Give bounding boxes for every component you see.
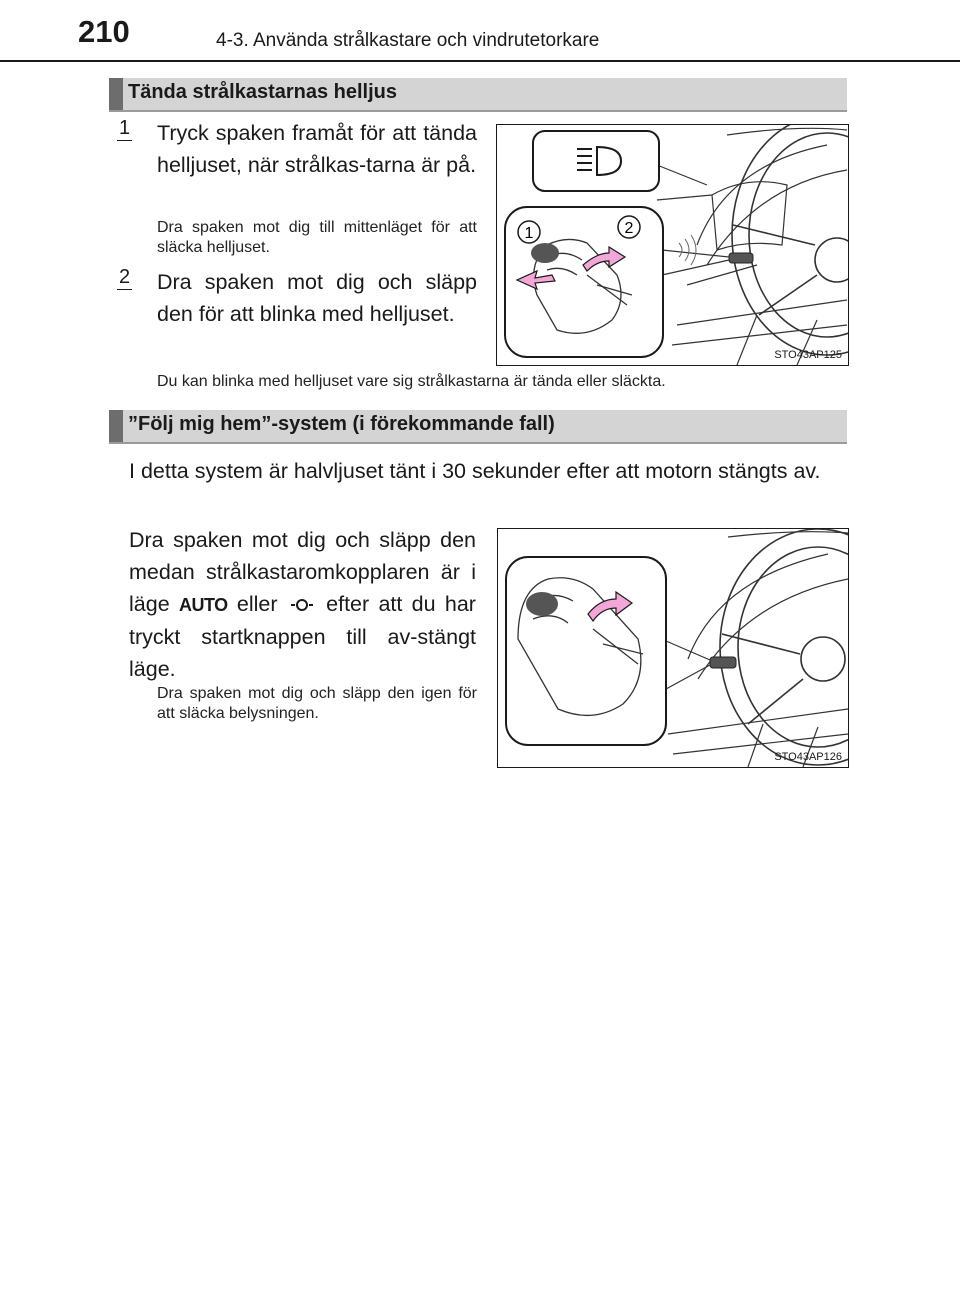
step-1-note: Dra spaken mot dig till mittenläget för att släcka helljuset. — [157, 219, 477, 256]
page-header — [0, 0, 960, 70]
section2-intro: I detta system är halvljuset tänt i 30 sekunder efter att motorn stängts av. — [129, 459, 821, 483]
svg-text:2: 2 — [624, 220, 634, 237]
svg-text:1: 1 — [524, 225, 534, 242]
lever-illustration-2 — [498, 529, 848, 767]
page-number: 210 — [78, 14, 130, 49]
step-2-text: Dra spaken mot dig och släpp den för att blinka med helljuset. — [157, 270, 477, 326]
chapter-title: 4-3. Använda strålkastare och vindrutetorkare — [216, 30, 600, 51]
section-title: ”Följ mig hem”-system (i förekommande fall) — [128, 413, 555, 435]
section-heading-high-beam — [109, 78, 847, 112]
heading-bar — [109, 78, 123, 110]
step-number-1: 1 — [119, 117, 131, 139]
figure-code: STO43AP125 — [774, 349, 842, 361]
section2-body — [129, 524, 476, 685]
body-text-part-3: efter att du har tryckt startknappen till av-stängt läge. — [129, 592, 476, 681]
heading-bar — [109, 410, 123, 442]
figure-follow-me-home-lever — [497, 528, 849, 768]
step-number-2: 2 — [119, 266, 131, 288]
callout-1 — [518, 221, 540, 243]
lever-illustration — [497, 125, 848, 365]
auto-mode-label: AUTO — [178, 595, 228, 615]
section1-footnote: Du kan blinka med helljuset vare sig strålkastarna är tända eller släckta. — [157, 373, 666, 390]
header-rule — [0, 60, 960, 62]
figure-code: STO43AP126 — [774, 751, 842, 763]
figure-high-beam-lever — [496, 124, 849, 366]
body-text-part-1: Dra spaken mot dig och släpp den medan strålkastaromkopplaren är i läge — [129, 528, 476, 616]
body-text-part-2: eller — [236, 592, 278, 616]
section-heading-follow-me-home — [109, 410, 847, 444]
position-off-icon — [287, 594, 317, 616]
section2-note: Dra spaken mot dig och släpp den igen för att släcka belysningen. — [157, 685, 477, 722]
callout-2 — [618, 216, 640, 238]
step-1-text: Tryck spaken framåt för att tända helljuset, när strålkas-tarna är på. — [157, 121, 477, 177]
section-title: Tända strålkastarnas helljus — [128, 81, 398, 103]
